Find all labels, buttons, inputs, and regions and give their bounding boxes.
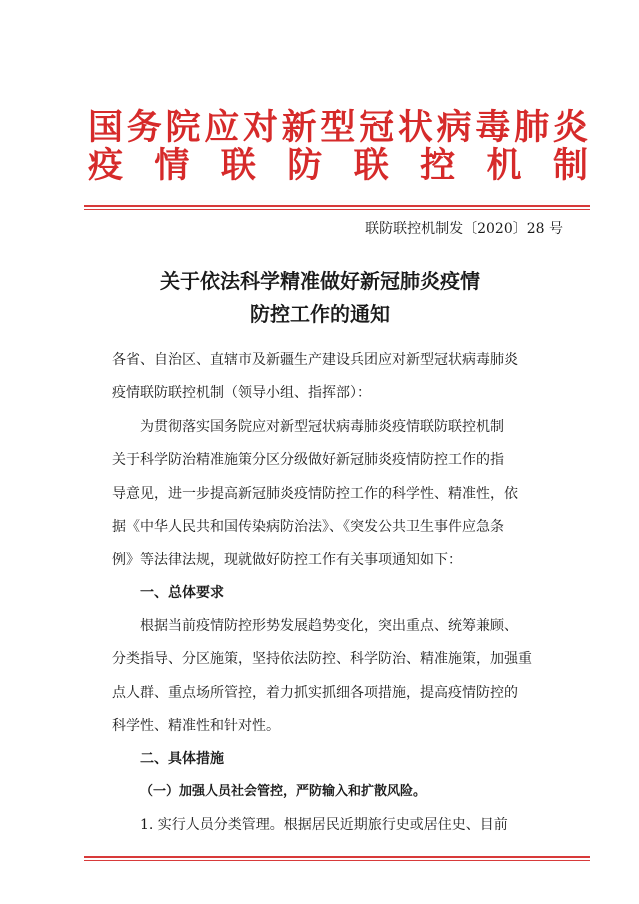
paragraph-line: 为贯彻落实国务院应对新型冠状病毒肺炎疫情联防联控机制 bbox=[140, 419, 504, 435]
subsection-heading: （一）加强人员社会管控，严防输入和扩散风险。 bbox=[140, 784, 427, 799]
header-char: 炎 bbox=[552, 108, 588, 148]
header-red-rule bbox=[84, 205, 590, 207]
header-char: 冠 bbox=[359, 108, 395, 148]
section-heading: 一、总体要求 bbox=[140, 585, 224, 601]
header-char: 联 bbox=[353, 146, 389, 186]
paragraph-line: 据《中华人民共和国传染病防治法》、《突发公共卫生事件应急条 bbox=[112, 519, 504, 535]
addressee-line: 各省、自治区、直辖市及新疆生产建设兵团应对新型冠状病毒肺炎 bbox=[112, 352, 518, 368]
header-char: 应 bbox=[204, 108, 240, 148]
header-char: 控 bbox=[420, 146, 456, 186]
header-char: 对 bbox=[242, 108, 278, 148]
paragraph-line: 关于科学防治精准施策分区分级做好新冠肺炎疫情防控工作的指 bbox=[112, 452, 504, 468]
paragraph-line: 导意见，进一步提高新冠肺炎疫情防控工作的科学性、精准性，依 bbox=[112, 486, 518, 502]
document-title-line-1: 关于依法科学精准做好新冠肺炎疫情 bbox=[160, 269, 480, 293]
header-char: 情 bbox=[154, 146, 190, 186]
header-char: 国 bbox=[88, 108, 124, 148]
issuing-authority-line-1 bbox=[88, 108, 588, 148]
header-char: 制 bbox=[552, 146, 588, 186]
paragraph-line: 科学性、精准性和针对性。 bbox=[112, 718, 280, 734]
header-char: 病 bbox=[436, 108, 472, 148]
paragraph-line: 例》等法律法规，现就做好防控工作有关事项通知如下： bbox=[112, 552, 462, 568]
header-char: 机 bbox=[486, 146, 522, 186]
paragraph-line: 点人群、重点场所管控，着力抓实抓细各项措施，提高疫情防控的 bbox=[112, 685, 518, 701]
header-char: 防 bbox=[287, 146, 323, 186]
paragraph-line: 1. 实行人员分类管理。根据居民近期旅行史或居住史、目前 bbox=[140, 817, 508, 833]
header-char: 状 bbox=[397, 108, 433, 148]
header-char: 院 bbox=[165, 108, 201, 148]
header-char: 务 bbox=[126, 108, 162, 148]
header-char: 毒 bbox=[475, 108, 511, 148]
header-char: 疫 bbox=[88, 146, 124, 186]
header-red-rule-thin bbox=[84, 209, 590, 210]
header-char: 联 bbox=[220, 146, 256, 186]
footer-red-rule-thin bbox=[84, 860, 590, 861]
footer-red-rule bbox=[84, 856, 590, 858]
header-char: 肺 bbox=[514, 108, 550, 148]
section-heading: 二、具体措施 bbox=[140, 751, 224, 767]
paragraph-line: 根据当前疫情防控形势发展趋势变化，突出重点、统筹兼顾、 bbox=[140, 618, 518, 634]
header-char: 新 bbox=[281, 108, 317, 148]
paragraph-line: 分类指导、分区施策，坚持依法防控、科学防治、精准施策，加强重 bbox=[112, 651, 532, 667]
issuing-authority-line-2 bbox=[88, 146, 588, 186]
document-number: 联防联控机制发〔2020〕28 号 bbox=[365, 221, 563, 237]
document-title-line-2: 防控工作的通知 bbox=[250, 302, 390, 326]
header-char: 型 bbox=[320, 108, 356, 148]
addressee-line: 疫情联防联控机制（领导小组、指挥部）： bbox=[112, 385, 371, 401]
